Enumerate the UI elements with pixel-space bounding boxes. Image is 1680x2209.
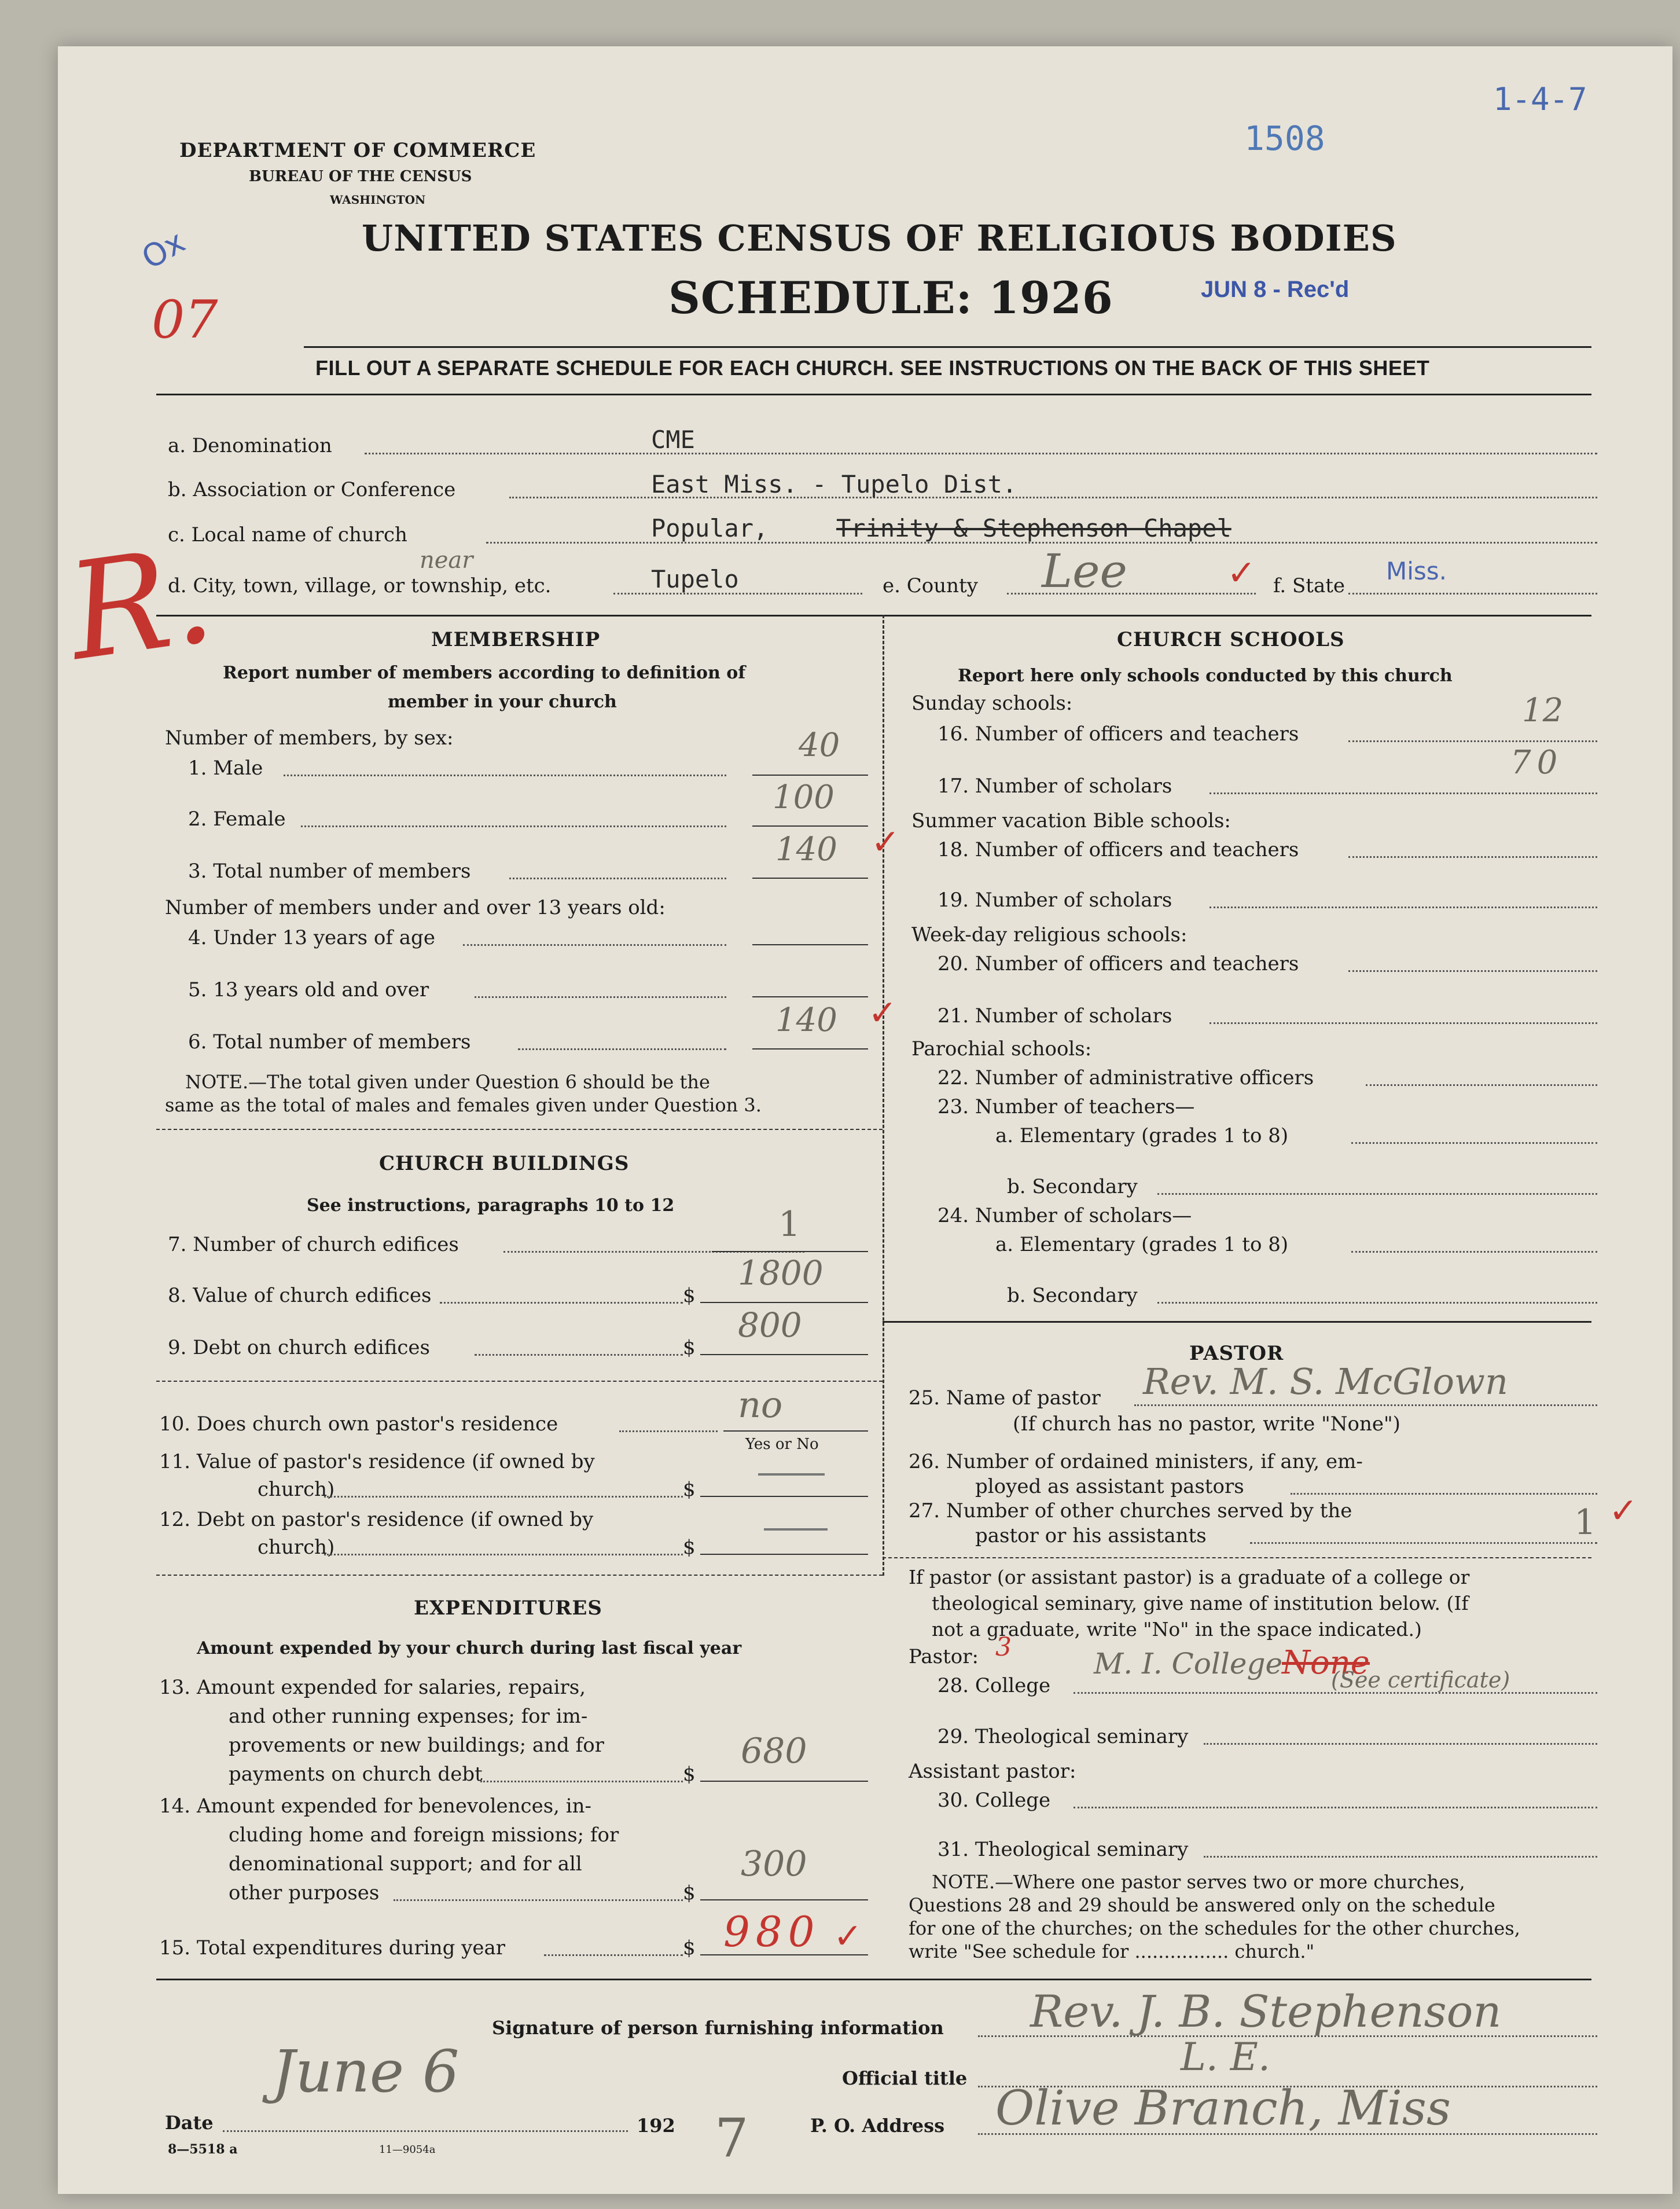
weekday-label: Week-day religious schools: <box>911 923 1188 946</box>
q25-value: Rev. M. S. McGlown <box>1143 1360 1508 1403</box>
q9-dollar: $ <box>683 1336 696 1359</box>
parochial-label: Parochial schools: <box>911 1037 1092 1061</box>
q7-label: 7. Number of church edifices <box>168 1233 459 1256</box>
denomination-value: CME <box>651 425 695 454</box>
q24a-label: a. Elementary (grades 1 to 8) <box>995 1233 1289 1256</box>
membership-note-2: same as the total of males and females given under Question 3. <box>165 1094 762 1116</box>
expenditure-divider <box>156 1575 883 1576</box>
q11-line <box>324 1496 683 1498</box>
state-value: Miss. <box>1386 557 1447 585</box>
q8-dollar: $ <box>683 1284 696 1307</box>
q10-line <box>619 1430 718 1432</box>
form-title: UNITED STATES CENSUS OF RELIGIOUS BODIES <box>362 217 1397 259</box>
pastor-sub-label: Pastor: <box>909 1645 979 1668</box>
received-date-stamp: JUN 8 - Rec'd <box>1201 277 1350 302</box>
graduate-line-2: theological seminary, give name of institution below. (If <box>932 1592 1469 1614</box>
graduate-line-1: If pastor (or assistant pastor) is a graduate of a college or <box>909 1566 1470 1588</box>
year-prefix: 192 <box>637 2115 675 2137</box>
q23a-label: a. Elementary (grades 1 to 8) <box>995 1124 1289 1147</box>
q15-value: 980 <box>723 1907 821 1956</box>
county-value: Lee <box>1042 544 1127 598</box>
city-value: Tupelo <box>651 565 739 593</box>
corner-number-stamp: 1-4-7 <box>1493 81 1587 118</box>
graduate-line-3: not a graduate, write "No" in the space indicated.) <box>932 1618 1422 1641</box>
q12-answer-line <box>700 1554 868 1555</box>
q16-line <box>1348 740 1597 742</box>
membership-divider <box>156 1129 883 1130</box>
q21-label: 21. Number of scholars <box>938 1004 1172 1028</box>
q13-label-4: payments on church debt <box>229 1763 483 1786</box>
buildings-heading: CHURCH BUILDINGS <box>379 1152 630 1175</box>
q1-line <box>284 775 726 776</box>
q12-line <box>324 1554 683 1555</box>
expenditures-sub: Amount expended by your church during last fiscal year <box>197 1638 742 1658</box>
q25-line <box>1134 1404 1597 1406</box>
q12-label-2: church) <box>258 1536 335 1559</box>
county-label: e. County <box>883 574 978 597</box>
q2-answer-line <box>752 825 868 827</box>
q20-label: 20. Number of officers and teachers <box>938 952 1299 975</box>
q9-value: 800 <box>738 1305 802 1345</box>
q7-value: 1 <box>778 1204 801 1245</box>
q2-line <box>301 825 726 827</box>
membership-sub1: Report number of members according to definition of <box>223 663 746 683</box>
q28-label: 28. College <box>938 1674 1051 1697</box>
column-divider <box>883 615 884 1576</box>
q4-line <box>463 944 726 946</box>
by-sex-label: Number of members, by sex: <box>165 726 454 750</box>
q15-dollar: $ <box>683 1936 696 1960</box>
q10-answer-line <box>723 1430 868 1432</box>
pastor-heading: PASTOR <box>1189 1342 1284 1365</box>
state-line <box>1348 593 1597 595</box>
buildings-divider <box>156 1381 883 1382</box>
header-bottom-rule <box>156 394 1591 395</box>
q3-check-icon: ✓ <box>871 822 900 863</box>
q1-answer-line <box>752 775 868 776</box>
q13-line <box>480 1781 683 1782</box>
pastor-note-2: Questions 28 and 29 should be answered only on the schedule <box>909 1894 1495 1916</box>
q13-label-1: 13. Amount expended for salaries, repairs, <box>159 1676 586 1699</box>
q3-value: 140 <box>775 831 837 868</box>
q22-line <box>1366 1084 1597 1086</box>
q5-label: 5. 13 years old and over <box>188 978 429 1001</box>
bureau-heading: BUREAU OF THE CENSUS <box>249 168 472 185</box>
blue-check-mark: Ox <box>135 223 192 277</box>
print-number: 11—9054a <box>379 2144 436 2156</box>
date-value: June 6 <box>272 2038 459 2105</box>
pastor-note-1: NOTE.—Where one pastor serves two or more churches, <box>932 1871 1465 1893</box>
q28-value: M. I. College <box>1094 1647 1283 1680</box>
q14-line <box>394 1899 683 1901</box>
denomination-line <box>365 453 1597 454</box>
q1-value: 40 <box>799 726 840 764</box>
q14-label-3: denominational support; and for all <box>229 1852 582 1876</box>
q26-label-1: 26. Number of ordained ministers, if any, em- <box>909 1450 1363 1473</box>
q1-label: 1. Male <box>188 757 263 780</box>
summer-label: Summer vacation Bible schools: <box>911 809 1231 832</box>
q27-label-2: pastor or his assistants <box>975 1524 1207 1547</box>
date-line <box>223 2130 628 2132</box>
form-number: 8—5518 a <box>168 2142 238 2157</box>
q24b-label: b. Secondary <box>1007 1284 1138 1307</box>
q27-value: 1 <box>1574 1502 1597 1543</box>
q27-check-icon: ✓ <box>1609 1491 1638 1531</box>
q9-line <box>475 1354 683 1356</box>
church-name-struck: Trinity & Stephenson Chapel <box>836 514 1231 542</box>
sunday-label: Sunday schools: <box>911 692 1073 715</box>
q4-answer-line <box>752 944 868 945</box>
q12-dollar: $ <box>683 1536 696 1559</box>
q14-label-1: 14. Amount expended for benevolences, in- <box>159 1795 592 1818</box>
q19-line <box>1210 907 1597 908</box>
q13-answer-line <box>700 1781 868 1782</box>
q24-label: 24. Number of scholars— <box>938 1204 1192 1227</box>
q6-line <box>518 1048 726 1050</box>
q23b-label: b. Secondary <box>1007 1175 1138 1198</box>
section-divider-top <box>156 615 1591 617</box>
q25-label: 25. Name of pastor <box>909 1386 1101 1410</box>
q8-label: 8. Value of church edifices <box>168 1284 432 1307</box>
q17-line <box>1210 792 1597 794</box>
q14-label-2: cluding home and foreign missions; for <box>229 1823 619 1847</box>
q13-dollar: $ <box>683 1763 696 1786</box>
q24b-line <box>1157 1302 1597 1304</box>
denomination-label: a. Denomination <box>168 434 332 457</box>
q9-answer-line <box>700 1354 868 1355</box>
q11-answer-line <box>700 1496 868 1497</box>
pastor-sub-mark: 3 <box>995 1632 1012 1662</box>
q11-dollar: $ <box>683 1478 696 1501</box>
q9-label: 9. Debt on church edifices <box>168 1336 430 1359</box>
q8-line <box>440 1302 683 1304</box>
schools-heading: CHURCH SCHOOLS <box>1117 628 1345 651</box>
q20-line <box>1348 970 1597 972</box>
year-suffix: 7 <box>715 2107 749 2169</box>
q12-dash-mark <box>764 1528 828 1531</box>
church-name-value: Popular, <box>651 514 769 542</box>
city-label: d. City, town, village, or township, etc. <box>168 574 552 597</box>
city-insert: near <box>420 547 473 574</box>
q26-label-2: ployed as assistant pastors <box>975 1475 1244 1498</box>
q27-label-1: 27. Number of other churches served by the <box>909 1499 1352 1522</box>
q23b-line <box>1157 1193 1597 1195</box>
q31-line <box>1204 1856 1597 1858</box>
q25-note: (If church has no pastor, write "None") <box>1013 1412 1400 1436</box>
q14-label-4: other purposes <box>229 1881 380 1905</box>
q3-line <box>509 878 726 879</box>
signature-value: Rev. J. B. Stephenson <box>1030 1986 1502 2037</box>
q19-label: 19. Number of scholars <box>938 889 1172 912</box>
q11-label-2: church) <box>258 1478 335 1501</box>
q6-value: 140 <box>775 1001 837 1039</box>
pastor-note-4: write "See schedule for ................ church." <box>909 1940 1315 1962</box>
red-handwritten-letter: R. <box>59 518 222 691</box>
q3-answer-line <box>752 878 868 879</box>
q11-dash-mark <box>758 1473 825 1476</box>
q8-answer-line <box>700 1302 868 1303</box>
q5-line <box>475 996 726 998</box>
q14-answer-line <box>700 1899 868 1900</box>
q8-value: 1800 <box>738 1253 824 1293</box>
membership-heading: MEMBERSHIP <box>431 628 601 651</box>
q14-dollar: $ <box>683 1881 696 1905</box>
under-over-label: Number of members under and over 13 years old: <box>165 896 666 919</box>
official-title-label: Official title <box>842 2067 968 2089</box>
q6-answer-line <box>752 1048 868 1050</box>
pastor-note-3: for one of the churches; on the schedules for the other churches, <box>909 1917 1520 1939</box>
county-check-icon: ✓ <box>1227 553 1256 593</box>
q24a-line <box>1351 1251 1597 1253</box>
membership-note-1: NOTE.—The total given under Question 6 should be the <box>185 1071 710 1093</box>
po-address-value: Olive Branch, Miss <box>995 2081 1451 2136</box>
q15-label: 15. Total expenditures during year <box>159 1936 506 1960</box>
q2-value: 100 <box>773 779 835 816</box>
q10-value: no <box>738 1384 783 1426</box>
yes-no-hint: Yes or No <box>745 1436 819 1453</box>
q23a-line <box>1351 1142 1597 1144</box>
q28-struck: None <box>1282 1644 1370 1682</box>
q30-label: 30. College <box>938 1789 1051 1812</box>
q21-line <box>1210 1022 1597 1024</box>
q5-answer-line <box>752 996 868 997</box>
q7-answer-line <box>712 1251 868 1252</box>
expenditures-heading: EXPENDITURES <box>414 1597 602 1620</box>
q17-value: 70 <box>1510 744 1564 781</box>
state-label: f. State <box>1273 574 1345 597</box>
header-top-rule <box>304 346 1591 348</box>
q11-label-1: 11. Value of pastor's residence (if owned by <box>159 1450 595 1473</box>
q26-line <box>1291 1493 1597 1495</box>
q6-check-icon: ✓ <box>868 993 898 1033</box>
association-value: East Miss. - Tupelo Dist. <box>651 470 1017 498</box>
q15-check-icon: ✓ <box>833 1916 863 1957</box>
schools-sub: Report here only schools conducted by this church <box>958 666 1453 686</box>
date-label: Date <box>165 2112 214 2134</box>
q16-label: 16. Number of officers and teachers <box>938 722 1299 746</box>
q6-label: 6. Total number of members <box>188 1030 471 1054</box>
q12-label-1: 12. Debt on pastor's residence (if owned by <box>159 1508 594 1531</box>
assistant-label: Assistant pastor: <box>909 1760 1076 1783</box>
q14-value: 300 <box>741 1844 807 1884</box>
q30-line <box>1074 1807 1597 1808</box>
q28-paren: (See certificate) <box>1331 1667 1510 1693</box>
official-title-value: L. E. <box>1181 2035 1270 2079</box>
q18-label: 18. Number of officers and teachers <box>938 838 1299 861</box>
schedule-title: SCHEDULE: 1926 <box>668 272 1113 324</box>
q15-line <box>544 1954 683 1956</box>
q13-label-3: provements or new buildings; and for <box>229 1734 604 1757</box>
q22-label: 22. Number of administrative officers <box>938 1066 1314 1089</box>
q10-label: 10. Does church own pastor's residence <box>159 1412 558 1436</box>
q29-line <box>1204 1743 1597 1745</box>
pastor-divider <box>883 1321 1591 1323</box>
q29-label: 29. Theological seminary <box>938 1725 1189 1748</box>
footer-rule <box>156 1979 1591 1980</box>
q3-label: 3. Total number of members <box>188 860 471 883</box>
association-label: b. Association or Conference <box>168 478 456 501</box>
q18-line <box>1348 856 1597 858</box>
graduate-divider <box>883 1557 1591 1558</box>
city-heading: WASHINGTON <box>330 193 426 207</box>
red-handwritten-number: 07 <box>152 289 218 350</box>
q17-label: 17. Number of scholars <box>938 775 1172 798</box>
buildings-sub: See instructions, paragraphs 10 to 12 <box>307 1195 675 1216</box>
department-heading: DEPARTMENT OF COMMERCE <box>179 139 536 162</box>
q4-label: 4. Under 13 years of age <box>188 926 435 949</box>
q23-label: 23. Number of teachers— <box>938 1095 1195 1118</box>
q13-label-2: and other running expenses; for im- <box>229 1705 588 1728</box>
q16-value: 12 <box>1522 692 1564 729</box>
q2-label: 2. Female <box>188 808 286 831</box>
church-name-label: c. Local name of church <box>168 523 407 546</box>
signature-label: Signature of person furnishing information <box>492 2017 944 2039</box>
q27-line <box>1250 1542 1597 1544</box>
instruction-line: FILL OUT A SEPARATE SCHEDULE FOR EACH CHURCH. SEE INSTRUCTIONS ON THE BACK OF THIS SHEET <box>315 356 1430 380</box>
q31-label: 31. Theological seminary <box>938 1838 1189 1861</box>
file-number-stamp: 1508 <box>1244 119 1325 158</box>
q13-value: 680 <box>741 1731 807 1771</box>
membership-sub2: member in your church <box>388 692 617 712</box>
po-address-label: P. O. Address <box>810 2115 945 2137</box>
